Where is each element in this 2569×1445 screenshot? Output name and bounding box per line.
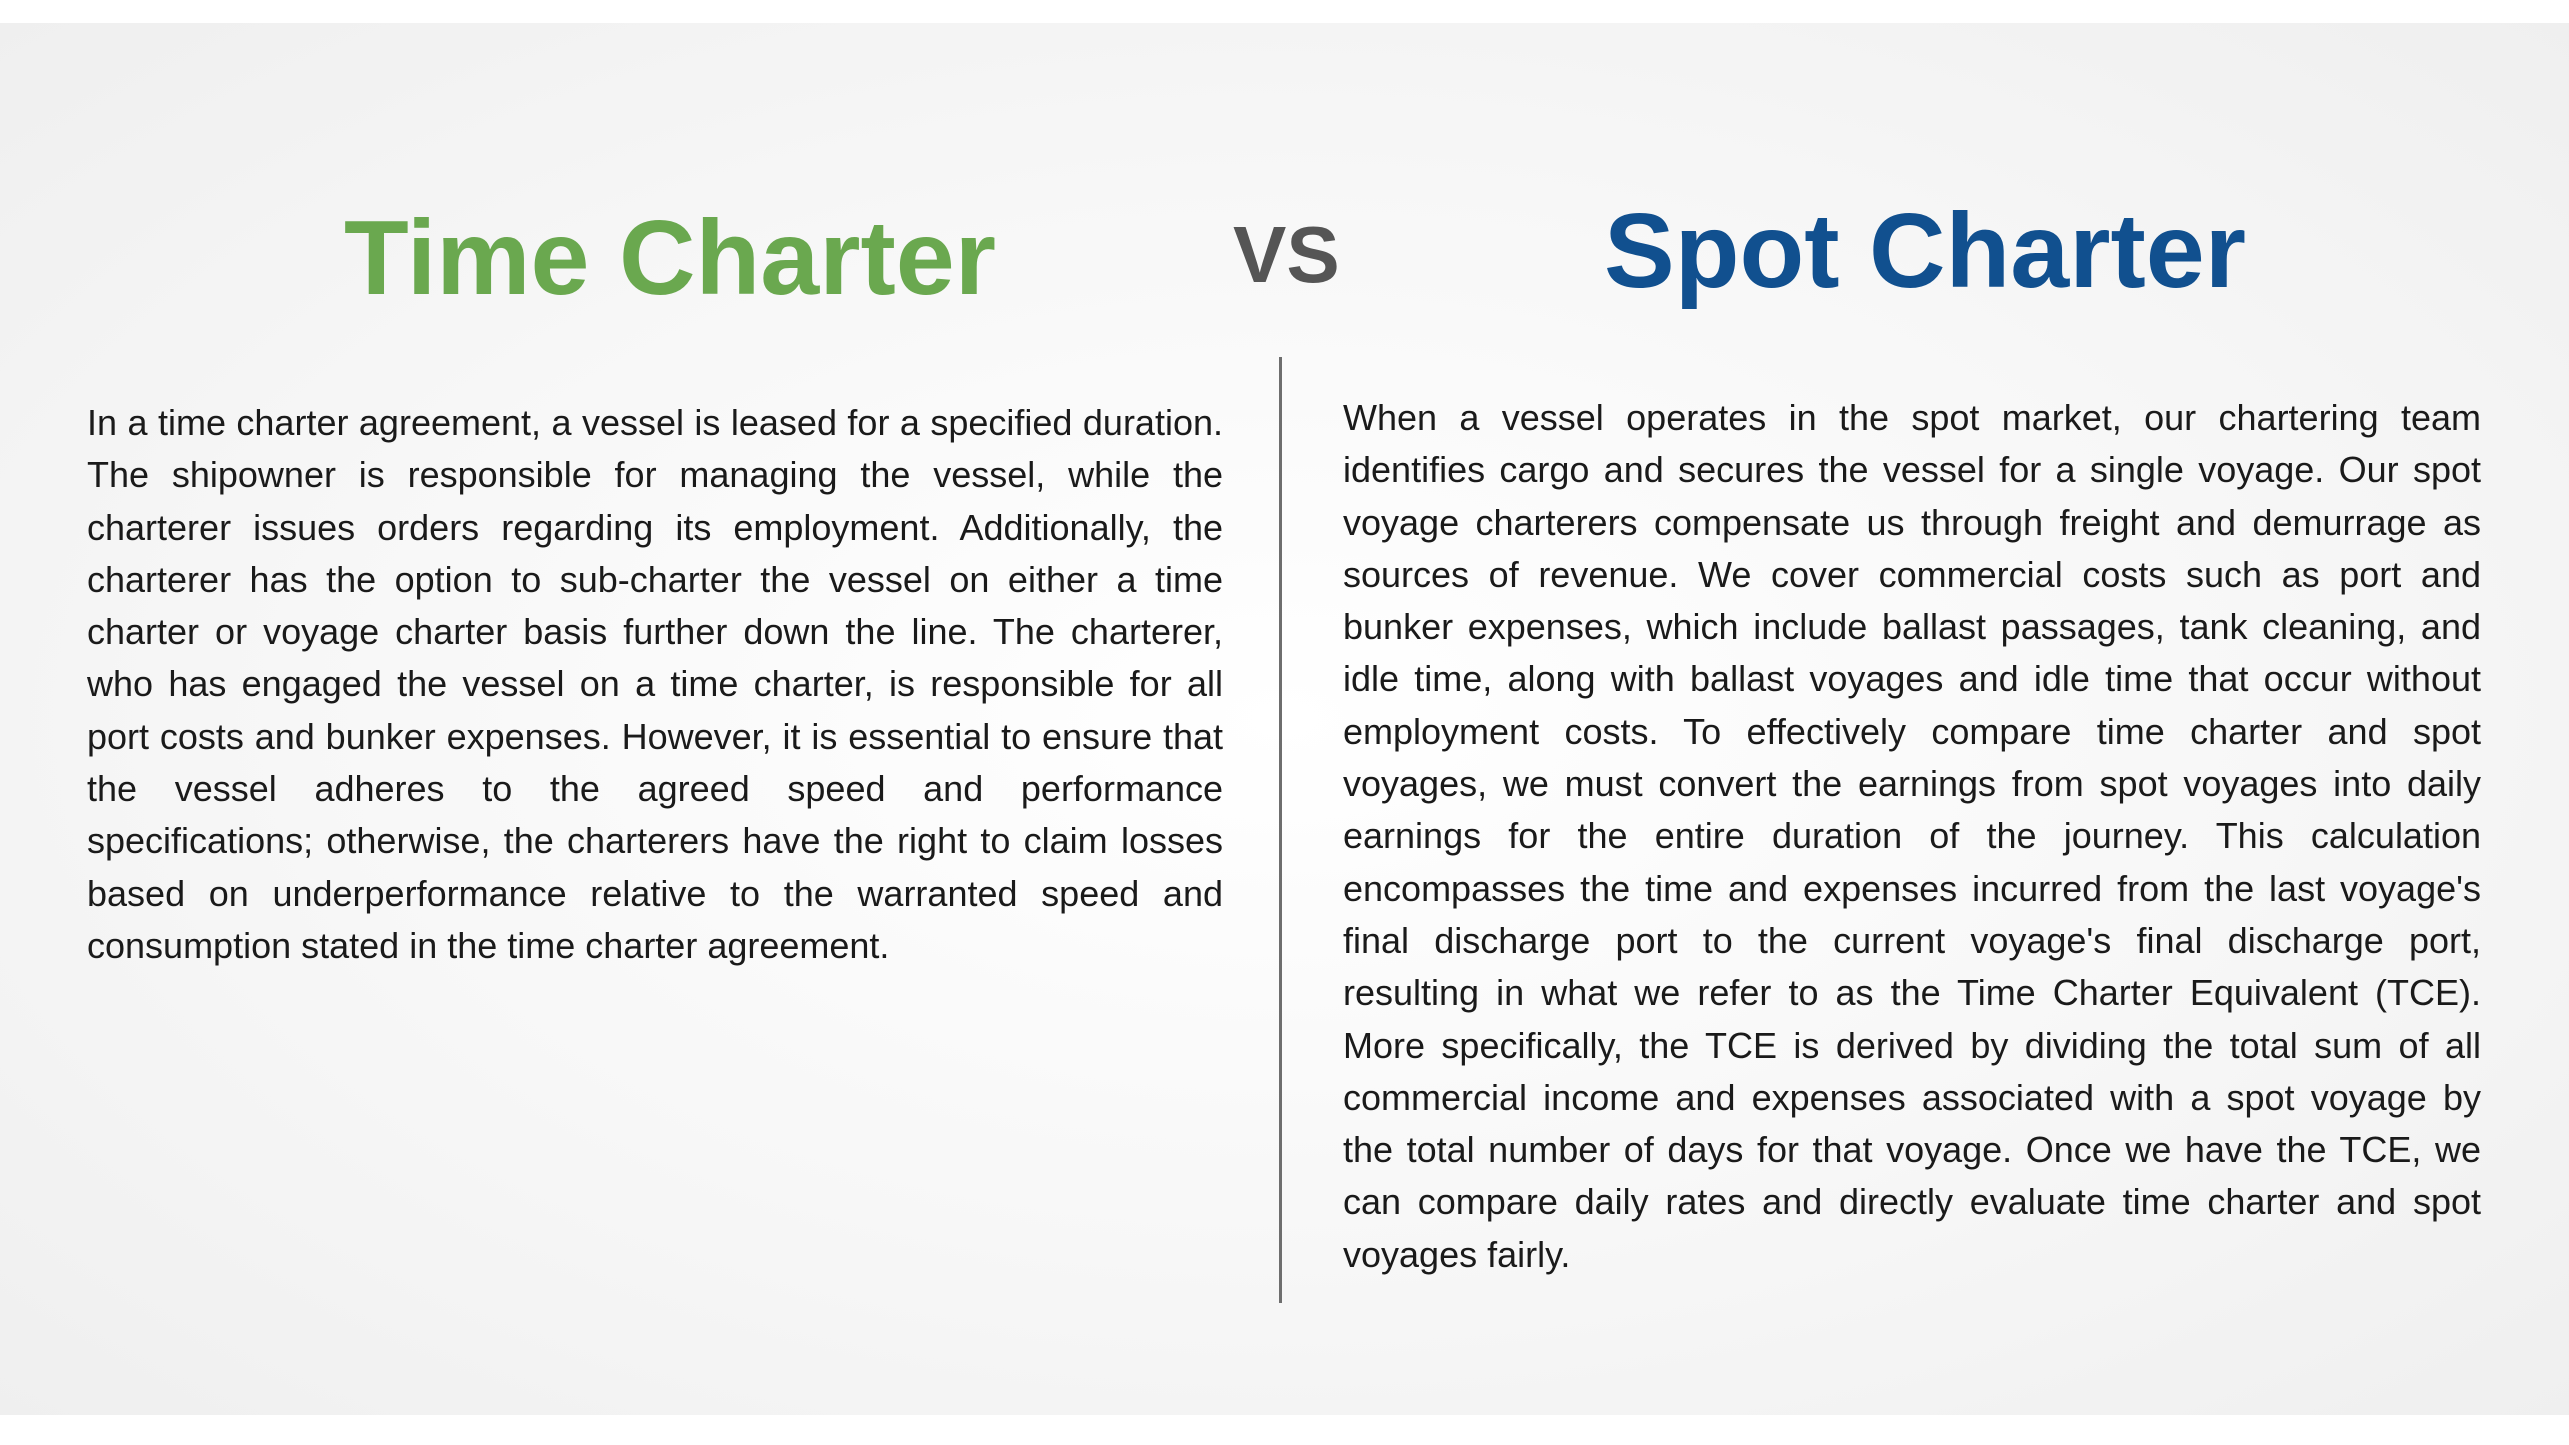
spot-charter-title: Spot Charter bbox=[1604, 192, 2246, 310]
column-divider bbox=[1279, 357, 1282, 1303]
time-charter-title: Time Charter bbox=[344, 199, 996, 317]
spot-charter-description: When a vessel operates in the spot market, our chartering team identifies cargo and secures the vessel for a single voyage. Our spot voyage charterers compensate us through freight and demurrage as sources of revenue. We cover commercial costs such as port and bunker expenses, which include ballast passages, tank cleaning, and idle time, along with ballast voyages and idle time that occur without employment costs. To effectively compare time charter and spot voyages, we must convert the earnings from spot voyages into daily earnings for the entire duration of the journey. This calculation encompasses the time and expenses incurred from the last voyage's final discharge port to the current voyage's final discharge port, resulting in what we refer to as the Time Charter Equivalent (TCE). More specifically, the TCE is derived by dividing the total sum of all commercial income and expenses associated with a spot voyage by the total number of days for that voyage. Once we have the TCE, we can compare daily rates and directly evaluate time charter and spot voyages fairly. bbox=[1343, 397, 2481, 1275]
slide bbox=[0, 23, 2569, 1415]
time-charter-description: In a time charter agreement, a vessel is leased for a specified duration. The shipowner is responsible for managing the vessel, while the charterer issues orders regarding its employment. Additionally, the charterer has the option to sub-charter the vessel on either a time charter or voyage charter basis further down the line. The charterer, who has engaged the vessel on a time charter, is responsible for all port costs and bunker expenses. However, it is essential to ensure that the vessel adheres to the agreed speed and performance specifications; otherwise, the charterers have the right to claim losses based on underperformance relative to the warranted speed and consumption stated in the time charter agreement. bbox=[87, 402, 1223, 966]
vs-label: VS bbox=[1233, 210, 1340, 299]
